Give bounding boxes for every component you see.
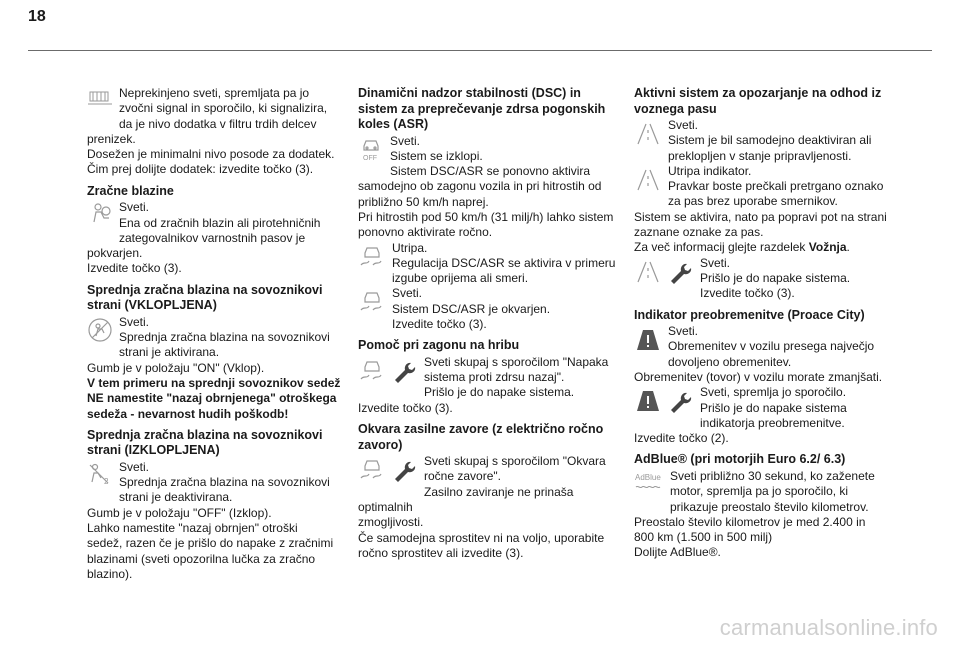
- adblue-heading: AdBlue® (pri motorjih Euro 6.2/ 6.3): [634, 452, 846, 467]
- adblue-line-2: prikazuje preostalo število kilometrov.: [670, 499, 869, 514]
- passenger-on-line-1: Sprednja zračna blazina na sovoznikovi: [119, 330, 330, 345]
- passenger-on-title-1: strani (VKLOPLJENA): [87, 298, 217, 313]
- adblue-icon-text: AdBlue: [635, 472, 661, 482]
- svg-text:OFF: OFF: [363, 154, 377, 162]
- airbags-block: [87, 200, 349, 276]
- lane-lit-line-2: preklopljen v stanje pripravljenosti.: [668, 148, 852, 163]
- overload-fault-line-0: Sveti, spremlja jo sporočilo.: [700, 385, 847, 400]
- dsc-blink-line-2: izgube oprijema ali smeri.: [392, 271, 529, 286]
- dsc-off-icon: [358, 134, 384, 165]
- airbags-line-0: Sveti.: [119, 200, 150, 215]
- overload-lit-line-0: Sveti.: [668, 324, 699, 339]
- passenger-on-line-3: Gumb je v položaju "ON" (Vklop).: [87, 360, 265, 375]
- dpf-line-4: Čim prej dolijte dodatek: izvedite točko (3).: [87, 162, 314, 177]
- passenger-off-line-7: blazino).: [87, 566, 133, 581]
- dpf-additive-block: [87, 86, 349, 178]
- dsc-off-line-6: ponovno aktivirate ročno.: [358, 225, 493, 240]
- dsc-title-1: sistem za preprečevanje zdrsa pogonskih: [358, 101, 606, 116]
- dpf-line-0: Neprekinjeno sveti, spremljata pa jo: [119, 86, 310, 100]
- parking-line-5: ročno sprostitev ali izvedite (3).: [358, 545, 524, 560]
- dpf-additive-icon: [87, 86, 113, 117]
- parking-brake-heading: [358, 422, 620, 453]
- lane-fault-block: [634, 256, 896, 302]
- dsc-off-line-5: Pri hitrostih pod 50 km/h (31 milj/h) lahko sistem: [358, 209, 614, 224]
- lane-blink-line-0: Utripa indikator.: [668, 163, 752, 178]
- overload-fault-line-2: indikatorja preobremenitve.: [700, 415, 845, 430]
- column-1: [87, 86, 349, 582]
- dsc-blink-block: [358, 241, 620, 287]
- lane-info-link: Vožnja: [808, 240, 847, 255]
- lane-lit-block: [634, 118, 896, 164]
- lane-lit-line-1: Sistem je bil samodejno deaktiviran ali: [668, 133, 872, 148]
- dsc-off-line-3: samodejno ob zagonu vozila in pri hitrostih od: [358, 179, 602, 194]
- passenger-airbag-off-icon: [87, 460, 113, 491]
- hill-assist-icons: [358, 355, 418, 386]
- dsc-blink-line-0: Utripa.: [392, 240, 428, 255]
- dsc-fault-icon: [358, 286, 386, 317]
- passenger-on-block: [87, 315, 349, 422]
- dsc-off-block: [358, 134, 620, 241]
- dsc-off-line-0: Sveti.: [390, 133, 421, 148]
- overload-fault-icons: [634, 385, 694, 416]
- hill-assist-heading: Pomoč pri zagonu na hribu: [358, 338, 520, 353]
- passenger-on-warning-0: V tem primeru na sprednji sovoznikov sedež: [87, 375, 341, 390]
- dsc-off-line-4: približno 50 km/h naprej.: [358, 194, 489, 209]
- parking-brake-block: [358, 454, 620, 561]
- passenger-off-title-0: Sprednja zračna blazina na sovoznikovi: [87, 427, 323, 442]
- dsc-title-2: koles (ASR): [358, 117, 429, 131]
- overload-heading: Indikator preobremenitve (Proace City): [634, 307, 865, 322]
- lane-fault-icons: [634, 256, 694, 287]
- overload-lit-line-2: dovoljeno obremenitev.: [668, 354, 792, 369]
- parking-line-2: Zasilno zaviranje ne prinaša optimalnih: [358, 484, 574, 514]
- passenger-on-warning-1: NE namestite "nazaj obrnjenega" otroškega: [87, 391, 337, 406]
- lane-blink-line-3: Sistem se aktivira, nato pa popravi pot na strani: [634, 209, 887, 224]
- dsc-fault-line-0: Sveti.: [392, 286, 423, 301]
- adblue-icon: [634, 469, 664, 500]
- overload-fault-block: [634, 385, 896, 446]
- dpf-line-3: Dosežen je minimalni nivo posode za dodatek.: [87, 147, 335, 162]
- adblue-line-1: motor, spremlja pa jo sporočilo, ki: [670, 484, 849, 499]
- adblue-line-0: Sveti približno 30 sekund, ko zaženete: [670, 468, 875, 483]
- wrench-icon: [668, 387, 694, 413]
- passenger-on-warning-2: sedeža - nevarnost hudih poškodb!: [87, 406, 289, 421]
- passenger-on-title-0: Sprednja zračna blazina na sovoznikovi: [87, 282, 323, 297]
- parking-line-4: Če samodejna sprostitev ni na voljo, uporabite: [358, 530, 605, 545]
- hill-line-1: sistema proti zdrsu nazaj".: [424, 370, 565, 385]
- lane-info-suffix: .: [846, 240, 850, 255]
- dsc-heading: [358, 86, 620, 133]
- passenger-airbag-on-icon: [87, 315, 113, 346]
- parking-title-0: Okvara zasilne zavore (z električno ročno: [358, 422, 604, 437]
- adblue-line-4: 800 km (1.500 in 500 milj): [634, 530, 773, 545]
- adblue-line-3: Preostalo število kilometrov je med 2.400 in: [634, 514, 866, 529]
- hill-line-0: Sveti skupaj s sporočilom "Napaka: [424, 354, 609, 369]
- lane-title-0: Aktivni sistem za opozarjanje na odhod iz: [634, 86, 882, 100]
- dsc-blink-line-1: Regulacija DSC/ASR se aktivira v primeru: [392, 255, 616, 270]
- dsc-fault-line-2: Izvedite točko (3).: [392, 317, 487, 332]
- lane-departure-blink-icon: [634, 164, 662, 195]
- passenger-off-line-3: Gumb je v položaju "OFF" (Izklop).: [87, 505, 272, 520]
- lane-blink-block: [634, 164, 896, 256]
- parking-title-1: zavoro): [358, 437, 403, 452]
- lane-departure-icon: [634, 258, 662, 284]
- wrench-icon: [668, 258, 694, 284]
- dsc-off-line-2: Sistem DSC/ASR se ponovno aktivira: [390, 164, 591, 179]
- passenger-airbag-off-heading: [87, 428, 349, 459]
- overload-lit-line-3: Obremenitev (tovor) v vozilu morate zmanjšati.: [634, 369, 883, 384]
- airbags-line-1: Ena od zračnih blazin ali pirotehničnih: [119, 215, 321, 230]
- parking-line-0: Sveti skupaj s sporočilom "Okvara: [424, 454, 606, 469]
- airbag-person-icon: [87, 200, 113, 231]
- skid-icon: [358, 456, 386, 482]
- lane-blink-line-4: zaznane oznake za pas.: [634, 225, 764, 240]
- passenger-on-line-2: strani je aktivirana.: [119, 345, 220, 360]
- dsc-off-line-1: Sistem se izklopi.: [390, 148, 483, 163]
- lane-fault-line-0: Sveti.: [700, 255, 731, 270]
- wrench-icon: [392, 456, 418, 482]
- parking-line-1: ročne zavore".: [424, 469, 501, 484]
- dsc-fault-line-1: Sistem DSC/ASR je okvarjen.: [392, 301, 551, 316]
- dsc-fault-block: [358, 286, 620, 332]
- wrench-icon: [392, 357, 418, 383]
- passenger-airbag-on-heading: [87, 283, 349, 314]
- overload-fault-line-3: Izvedite točko (2).: [634, 431, 729, 446]
- lane-title-1: voznega pasu: [634, 101, 717, 116]
- column-3: [634, 86, 896, 561]
- lane-blink-line-2: za pas brez uporabe smernikov.: [668, 194, 838, 209]
- passenger-off-title-1: strani (IZKLOPLJENA): [87, 443, 220, 458]
- overload-icon: [634, 324, 662, 355]
- lane-lit-line-0: Sveti.: [668, 118, 699, 132]
- dpf-line-2: da je nivo dodatka v filtru trdih delcev prenizek.: [87, 116, 317, 146]
- lane-departure-icon: [634, 118, 662, 149]
- passenger-off-line-0: Sveti.: [119, 459, 150, 474]
- adblue-line-5: Dolijte AdBlue®.: [634, 545, 721, 560]
- column-2: [358, 86, 620, 561]
- airbags-heading: Zračne blazine: [87, 183, 174, 198]
- lane-blink-line-1: Pravkar boste prečkali pretrgano oznako: [668, 179, 884, 194]
- page-number: 18: [28, 8, 46, 25]
- overload-lit-block: [634, 324, 896, 385]
- passenger-off-block: [87, 460, 349, 582]
- passenger-off-line-1: Sprednja zračna blazina na sovoznikovi: [119, 475, 330, 490]
- adblue-block: [634, 469, 896, 561]
- lane-departure-heading: [634, 86, 896, 117]
- overload-lit-line-1: Obremenitev v vozilu presega največjo: [668, 339, 875, 354]
- watermark: carmanualsonline.info: [719, 615, 938, 640]
- lane-fault-line-2: Izvedite točko (3).: [700, 286, 795, 301]
- hill-assist-block: [358, 355, 620, 416]
- passenger-on-line-0: Sveti.: [119, 314, 150, 329]
- dsc-title-0: Dinamični nadzor stabilnosti (DSC) in: [358, 86, 581, 100]
- dpf-line-1: zvočni signal in sporočilo, ki signalizira,: [119, 101, 328, 116]
- hill-line-3: Izvedite točko (3).: [358, 400, 453, 415]
- passenger-off-line-5: sedež, razen če je prišlo do napake z zračnimi: [87, 536, 334, 551]
- parking-brake-icons: [358, 454, 418, 485]
- svg-text:2: 2: [104, 476, 109, 486]
- dsc-skid-icon: [358, 241, 386, 272]
- passenger-off-line-4: Lahko namestite "nazaj obrnjen" otroški: [87, 521, 298, 536]
- overload-icon: [634, 387, 662, 413]
- airbags-line-2: zategovalnikov varnostnih pasov je pokvarjen.: [87, 230, 306, 261]
- hill-line-2: Prišlo je do napake sistema.: [424, 385, 575, 400]
- header-divider: [28, 50, 932, 51]
- passenger-off-line-2: strani je deaktivirana.: [119, 490, 233, 505]
- overload-fault-line-1: Prišlo je do napake sistema: [700, 400, 847, 415]
- airbags-line-3: Izvedite točko (3).: [87, 261, 182, 276]
- lane-info-prefix: Za več informacij glejte razdelek: [634, 240, 809, 255]
- lane-fault-line-1: Prišlo je do napake sistema.: [700, 270, 851, 285]
- parking-line-3: zmogljivosti.: [358, 515, 424, 530]
- passenger-off-line-6: blazinami (sveti opozorilna lučka za zračno: [87, 551, 316, 566]
- skid-icon: [358, 357, 386, 383]
